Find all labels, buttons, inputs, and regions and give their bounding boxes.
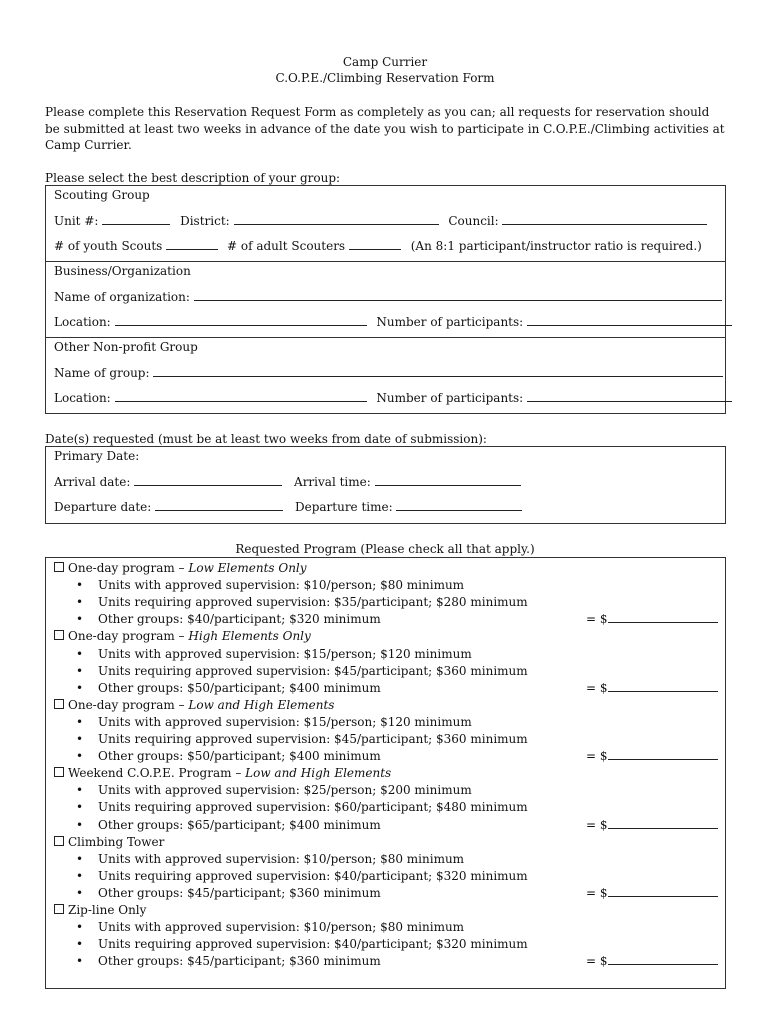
scouting-count-row — [54, 238, 702, 253]
total-field[interactable] — [608, 748, 718, 760]
program-detail: Low and High Elements — [188, 697, 335, 712]
price-item — [76, 748, 381, 765]
equals-label: = $ — [586, 749, 608, 764]
equals-label: = $ — [586, 612, 608, 627]
nonprofit-name-row — [54, 365, 723, 380]
programs-section — [45, 557, 726, 989]
price-text: Other groups: $50/participant; $400 minimum — [98, 749, 381, 764]
adult-field[interactable] — [349, 238, 401, 250]
bullet-icon: • — [76, 868, 84, 883]
business-heading: Business/Organization — [54, 264, 191, 278]
price-text: Other groups: $45/participant; $360 minimum — [98, 954, 381, 969]
bullet-icon: • — [76, 732, 84, 746]
council-label: Council: — [448, 214, 499, 228]
bullet-icon: • — [76, 714, 84, 729]
total-field[interactable] — [608, 611, 718, 623]
group-name-field[interactable] — [153, 365, 723, 377]
bullet-icon: • — [76, 851, 84, 866]
bullet-icon: • — [76, 800, 84, 815]
price-text: Units requiring approved supervision: $40/participant; $320 minimum — [98, 937, 528, 952]
youth-field[interactable] — [166, 238, 218, 250]
scouting-group-section — [45, 185, 726, 262]
bullet-icon: • — [76, 937, 84, 952]
equals-label: = $ — [586, 817, 608, 832]
bullet-icon: • — [76, 663, 84, 678]
total-row — [586, 885, 718, 902]
price-item — [76, 680, 381, 697]
equals-label: = $ — [586, 680, 608, 695]
bullet-icon: • — [76, 920, 84, 935]
business-section — [45, 261, 726, 338]
price-text: Other groups: $45/participant; $360 minimum — [98, 885, 381, 900]
unit-label: Unit #: — [54, 214, 99, 228]
camp-name: Camp Currier — [342, 55, 428, 69]
price-text: Units with approved supervision: $15/person; $120 minimum — [98, 714, 472, 729]
price-item — [76, 611, 381, 628]
price-text: Units with approved supervision: $25/person; $200 minimum — [98, 783, 472, 798]
price-item — [76, 919, 464, 936]
scouting-heading: Scouting Group — [54, 188, 150, 202]
program-name: Weekend C.O.P.E. Program – — [68, 766, 246, 781]
bullet-icon: • — [76, 595, 84, 610]
bullet-icon: • — [76, 954, 84, 969]
bullet-icon: • — [76, 612, 84, 627]
price-item — [76, 782, 472, 799]
program-option[interactable] — [54, 765, 391, 782]
bullet-icon: • — [76, 578, 84, 593]
program-name: One-day program – — [68, 629, 189, 644]
price-item — [76, 594, 528, 611]
business-location-field[interactable] — [115, 314, 367, 326]
checkbox-icon[interactable] — [54, 767, 64, 777]
program-option[interactable] — [54, 902, 146, 919]
primary-date-label: Primary Date: — [54, 449, 140, 463]
price-item — [76, 799, 528, 816]
business-participants-field[interactable] — [527, 314, 732, 326]
total-row — [586, 748, 718, 765]
total-row — [586, 611, 718, 628]
dates-prompt: Date(s) requested (must be at least two weeks from date of submission): — [45, 432, 487, 446]
price-text: Units requiring approved supervision: $45/participant; $360 minimum — [98, 663, 528, 678]
price-item — [76, 868, 528, 885]
unit-field[interactable] — [102, 213, 170, 225]
nonprofit-section — [45, 337, 726, 414]
checkbox-icon[interactable] — [54, 630, 64, 640]
dates-section — [45, 446, 726, 524]
price-item — [76, 731, 528, 748]
program-name: Zip-line Only — [68, 903, 147, 917]
price-item — [76, 663, 528, 680]
program-detail: Low Elements Only — [188, 561, 307, 575]
departure-row — [54, 499, 522, 514]
business-location-row — [54, 314, 732, 329]
price-text: Units requiring approved supervision: $45/participant; $360 minimum — [98, 732, 528, 746]
business-location-label: Location: — [54, 315, 111, 329]
price-text: Other groups: $40/participant; $320 minimum — [98, 612, 381, 627]
price-item — [76, 851, 464, 868]
total-row — [586, 817, 718, 834]
checkbox-icon[interactable] — [54, 836, 64, 846]
business-name-row — [54, 289, 722, 304]
total-field[interactable] — [608, 680, 718, 692]
arrival-time-label: Arrival time: — [294, 475, 371, 489]
council-field[interactable] — [502, 213, 707, 225]
departure-time-label: Departure time: — [294, 500, 393, 514]
total-field[interactable] — [608, 817, 718, 829]
program-option[interactable] — [54, 560, 307, 577]
checkbox-icon[interactable] — [54, 904, 64, 914]
checkbox-icon[interactable] — [54, 699, 64, 709]
group-prompt: Please select the best description of your group: — [45, 171, 341, 185]
programs-heading: Requested Program (Please check all that apply.) — [235, 542, 535, 556]
program-option[interactable] — [54, 697, 334, 714]
price-item — [76, 817, 381, 834]
business-participants-label: Number of participants: — [376, 315, 524, 329]
youth-label: # of youth Scouts — [54, 239, 163, 253]
price-text: Units with approved supervision: $15/person; $120 minimum — [98, 646, 472, 661]
org-name-field[interactable] — [194, 289, 722, 301]
program-option[interactable] — [54, 628, 311, 645]
equals-label: = $ — [586, 954, 608, 969]
price-text: Units with approved supervision: $10/person; $80 minimum — [98, 851, 465, 866]
bullet-icon: • — [76, 885, 84, 900]
price-text: Other groups: $65/participant; $400 minimum — [98, 817, 381, 832]
departure-date-label: Departure date: — [54, 500, 152, 514]
district-label: District: — [180, 214, 230, 228]
nonprofit-participants-field[interactable] — [527, 390, 732, 402]
nonprofit-participants-label: Number of participants: — [376, 391, 524, 405]
checkbox-icon[interactable] — [54, 562, 64, 572]
price-item — [76, 577, 464, 594]
nonprofit-location-label: Location: — [54, 391, 111, 405]
price-item — [76, 936, 528, 953]
total-field[interactable] — [608, 953, 718, 965]
org-name-label: Name of organization: — [54, 290, 190, 304]
price-text: Units with approved supervision: $10/person; $80 minimum — [98, 920, 465, 935]
bullet-icon: • — [76, 749, 84, 764]
bullet-icon: • — [76, 680, 84, 695]
program-option[interactable] — [54, 834, 164, 851]
intro-paragraph: Please complete this Reservation Request Form as completely as you can; all requests for reservation should be submitted at least two weeks in advance of the date you wish to participate in C.O.P.E./Climbing activities at Camp Currier. — [45, 105, 725, 152]
total-field[interactable] — [608, 885, 718, 897]
scouting-unit-row — [54, 213, 707, 228]
adult-label: # of adult Scouters — [226, 239, 346, 253]
arrival-row — [54, 474, 521, 489]
ratio-note: (An 8:1 participant/instructor ratio is required.) — [410, 239, 702, 253]
nonprofit-heading: Other Non-profit Group — [54, 340, 198, 354]
price-item — [76, 953, 381, 970]
departure-time-field[interactable] — [396, 499, 522, 511]
arrival-date-field[interactable] — [134, 474, 282, 486]
departure-date-field[interactable] — [155, 499, 283, 511]
nonprofit-location-row — [54, 390, 732, 405]
district-field[interactable] — [234, 213, 439, 225]
price-text: Units requiring approved supervision: $40/participant; $320 minimum — [98, 868, 528, 883]
bullet-icon: • — [76, 783, 84, 798]
total-row — [586, 953, 718, 970]
price-text: Other groups: $50/participant; $400 minimum — [98, 680, 381, 695]
nonprofit-location-field[interactable] — [115, 390, 367, 402]
total-row — [586, 680, 718, 697]
program-name: Climbing Tower — [68, 834, 165, 849]
bullet-icon: • — [76, 817, 84, 832]
price-text: Units requiring approved supervision: $60/participant; $480 minimum — [98, 800, 528, 815]
program-name: One-day program – — [68, 697, 189, 712]
price-text: Units requiring approved supervision: $35/participant; $280 minimum — [98, 595, 528, 610]
form-title: C.O.P.E./Climbing Reservation Form — [275, 71, 495, 85]
price-item — [76, 646, 472, 663]
program-name: One-day program – — [68, 561, 189, 575]
program-detail: Low and High Elements — [245, 766, 392, 781]
arrival-time-field[interactable] — [375, 474, 521, 486]
arrival-date-label: Arrival date: — [54, 475, 131, 489]
price-item — [76, 714, 472, 731]
program-detail: High Elements Only — [188, 629, 311, 644]
group-name-label: Name of group: — [54, 366, 150, 380]
price-text: Units with approved supervision: $10/person; $80 minimum — [98, 578, 465, 593]
equals-label: = $ — [586, 885, 608, 900]
bullet-icon: • — [76, 646, 84, 661]
price-item — [76, 885, 381, 902]
